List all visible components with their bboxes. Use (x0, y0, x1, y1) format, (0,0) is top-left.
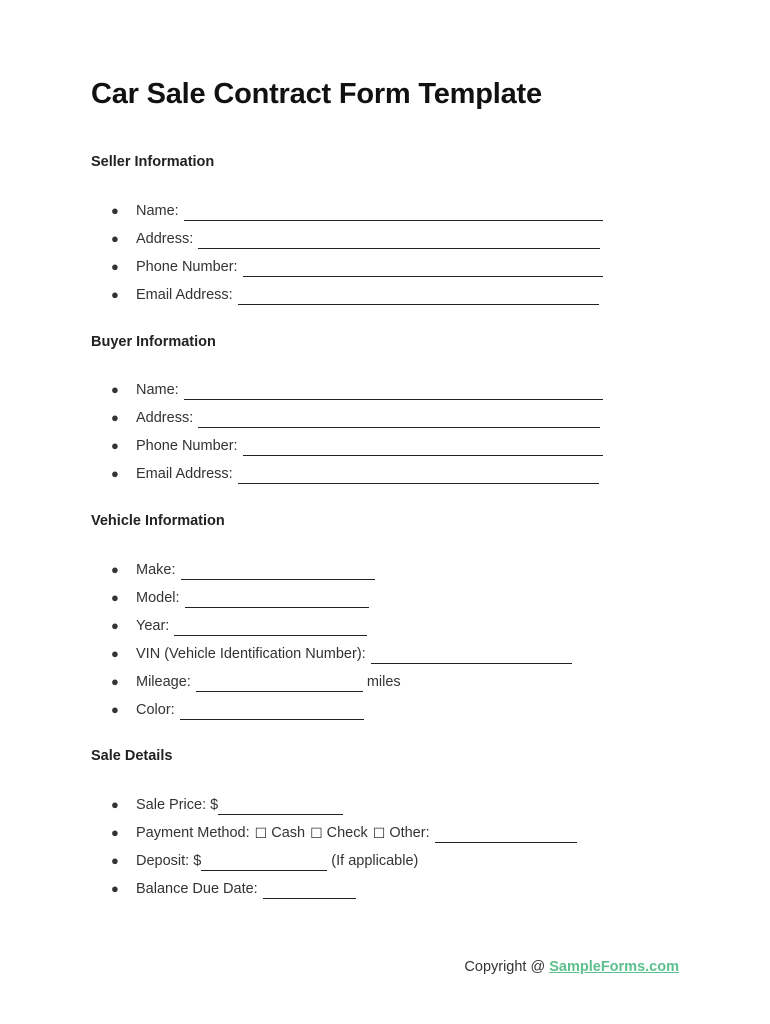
copyright-prefix: Copyright @ (464, 959, 550, 975)
list-item (0, 823, 770, 851)
other-payment-field[interactable] (435, 826, 577, 843)
mileage-label: Mileage: (136, 674, 191, 690)
sale-price-field[interactable] (218, 798, 343, 815)
seller-address-label: Address: (136, 231, 194, 247)
vehicle-section-heading: Vehicle Information (91, 513, 225, 529)
seller-address-field[interactable] (198, 232, 600, 249)
buyer-address-field[interactable] (198, 411, 600, 428)
list-item (0, 851, 770, 879)
vin-field[interactable] (371, 647, 572, 664)
bullet-icon: ● (111, 287, 119, 302)
seller-name-field[interactable] (184, 204, 603, 221)
list-item (0, 201, 770, 229)
make-label: Make: (136, 562, 176, 578)
seller-section-heading: Seller Information (91, 154, 215, 170)
bullet-icon: ● (111, 438, 119, 453)
seller-email-field[interactable] (238, 288, 599, 305)
bullet-icon: ● (111, 203, 119, 218)
bullet-icon: ● (111, 231, 119, 246)
buyer-section-heading: Buyer Information (91, 334, 216, 350)
list-item (0, 616, 770, 644)
list-item (0, 408, 770, 436)
year-label: Year: (136, 618, 170, 634)
list-item (0, 380, 770, 408)
payment-method-label: Payment Method: (136, 825, 250, 841)
other-option-label: Other: (389, 825, 430, 841)
buyer-address-label: Address: (136, 410, 194, 426)
buyer-name-label: Name: (136, 382, 179, 398)
vin-label: VIN (Vehicle Identification Number): (136, 646, 366, 662)
sampleforms-link[interactable]: SampleForms.com (549, 959, 679, 975)
list-item (0, 229, 770, 257)
list-item (0, 700, 770, 728)
bullet-icon: ● (111, 562, 119, 577)
mileage-unit: miles (366, 674, 401, 690)
buyer-phone-label: Phone Number: (136, 438, 238, 454)
seller-fields (0, 201, 770, 313)
model-label: Model: (136, 590, 180, 606)
sale-fields (0, 795, 770, 907)
list-item (0, 795, 770, 823)
bullet-icon: ● (111, 797, 119, 812)
list-item (0, 257, 770, 285)
other-checkbox[interactable]: ☐ (372, 825, 386, 841)
list-item (0, 672, 770, 700)
vehicle-fields (0, 560, 770, 728)
bullet-icon: ● (111, 674, 119, 689)
balance-due-label: Balance Due Date: (136, 881, 258, 897)
bullet-icon: ● (111, 825, 119, 840)
buyer-name-field[interactable] (184, 383, 603, 400)
buyer-email-label: Email Address: (136, 466, 233, 482)
buyer-phone-field[interactable] (243, 439, 603, 456)
bullet-icon: ● (111, 466, 119, 481)
list-item (0, 879, 770, 907)
list-item (0, 464, 770, 492)
bullet-icon: ● (111, 881, 119, 896)
cash-checkbox[interactable]: ☐ (254, 825, 268, 841)
list-item (0, 436, 770, 464)
copyright-footer (464, 959, 679, 975)
seller-phone-field[interactable] (243, 260, 603, 277)
bullet-icon: ● (111, 590, 119, 605)
color-label: Color: (136, 702, 175, 718)
seller-email-label: Email Address: (136, 287, 233, 303)
model-field[interactable] (185, 591, 369, 608)
list-item (0, 588, 770, 616)
seller-name-label: Name: (136, 203, 179, 219)
check-checkbox[interactable]: ☐ (310, 825, 323, 841)
deposit-label: Deposit: $ (136, 853, 202, 869)
sale-section-heading: Sale Details (91, 748, 173, 764)
buyer-fields (0, 380, 770, 492)
bullet-icon: ● (111, 702, 119, 717)
bullet-icon: ● (111, 259, 119, 274)
page-title: Car Sale Contract Form Template (91, 78, 542, 110)
check-option-label: Check (326, 825, 368, 841)
balance-due-field[interactable] (263, 882, 356, 899)
list-item (0, 285, 770, 313)
bullet-icon: ● (111, 646, 119, 661)
color-field[interactable] (180, 703, 364, 720)
buyer-email-field[interactable] (238, 467, 599, 484)
list-item (0, 560, 770, 588)
deposit-note: (If applicable) (331, 853, 419, 869)
deposit-field[interactable] (201, 854, 327, 871)
bullet-icon: ● (111, 618, 119, 633)
year-field[interactable] (174, 619, 367, 636)
bullet-icon: ● (111, 410, 119, 425)
seller-phone-label: Phone Number: (136, 259, 238, 275)
cash-option-label: Cash (271, 825, 306, 841)
bullet-icon: ● (111, 382, 119, 397)
make-field[interactable] (181, 563, 375, 580)
mileage-field[interactable] (196, 675, 363, 692)
list-item (0, 644, 770, 672)
bullet-icon: ● (111, 853, 119, 868)
sale-price-label: Sale Price: $ (136, 797, 219, 813)
